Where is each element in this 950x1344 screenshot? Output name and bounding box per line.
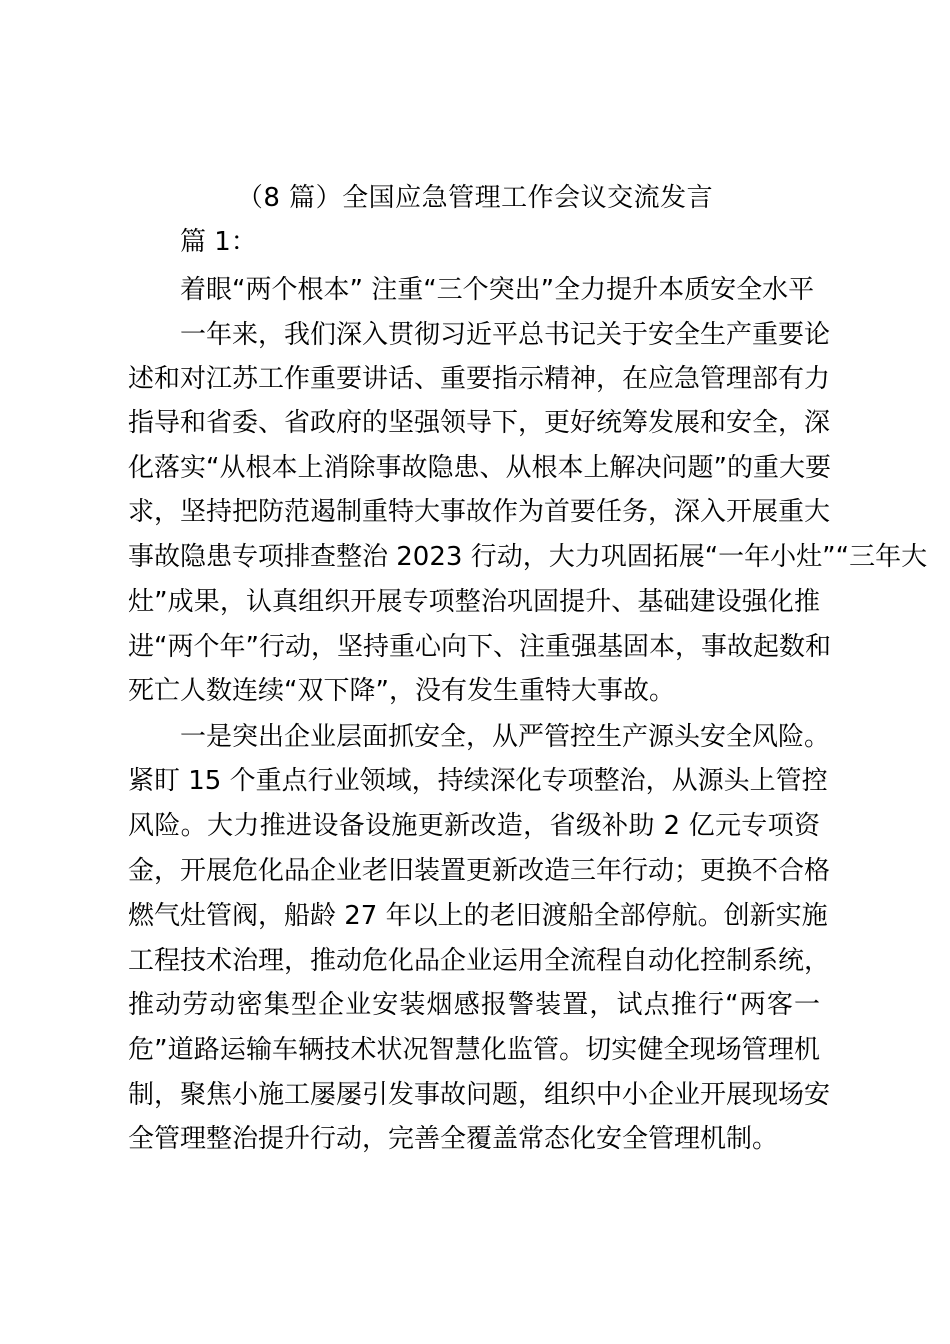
paragraph2-line: 全管理整治提升行动，完善全覆盖常态化安全管理机制。 — [128, 1124, 779, 1154]
paragraph1-line: 灶”成果，认真组织开展专项整治巩固提升、基础建设强化推 — [128, 587, 820, 617]
paragraph1-line: 求，坚持把防范遏制重特大事故作为首要任务，深入开展重大 — [128, 497, 831, 527]
paragraph1-line: 进“两个年”行动，坚持重心向下、注重强基固本，事故起数和 — [128, 632, 831, 662]
document-title: （8 篇）全国应急管理工作会议交流发言 — [236, 183, 714, 213]
paragraph1-line: 述和对江苏工作重要讲话、重要指示精神，在应急管理部有力 — [128, 364, 831, 394]
paragraph2-line: 金，开展危化品企业老旧装置更新改造三年行动；更换不合格 — [128, 856, 831, 886]
paragraph1-line: 事故隐患专项排查整治 2023 行动，大力巩固拓展“一年小灶”“三年大 — [128, 542, 928, 572]
paragraph2-line: 紧盯 15 个重点行业领域，持续深化专项整治，从源头上管控 — [128, 766, 828, 796]
paragraph2-line: 危”道路运输车辆技术状况智慧化监管。切实健全现场管理机 — [128, 1035, 820, 1065]
section-subtitle: 着眼“两个根本” 注重“三个突出”全力提升本质安全水平 — [180, 275, 815, 305]
section-label: 篇 1： — [180, 227, 257, 257]
paragraph2-line: 推动劳动密集型企业安装烟感报警装置，试点推行“两客一 — [128, 990, 820, 1020]
paragraph1-line: 化落实“从根本上消除事故隐患、从根本上解决问题”的重大要 — [128, 453, 831, 483]
paragraph1-line: 指导和省委、省政府的坚强领导下，更好统筹发展和安全，深 — [128, 408, 831, 438]
paragraph1-line: 一年来，我们深入贯彻习近平总书记关于安全生产重要论 — [180, 320, 831, 350]
paragraph2-line: 风险。大力推进设备设施更新改造，省级补助 2 亿元专项资 — [128, 811, 820, 841]
paragraph2-line: 制，聚焦小施工屡屡引发事故问题，组织中小企业开展现场安 — [128, 1080, 831, 1110]
paragraph2-line: 工程技术治理，推动危化品企业运用全流程自动化控制系统， — [128, 946, 831, 976]
paragraph2-line: 一是突出企业层面抓安全，从严管控生产源头安全风险。 — [180, 722, 831, 752]
paragraph2-line: 燃气灶管阀，船龄 27 年以上的老旧渡船全部停航。创新实施 — [128, 901, 828, 931]
paragraph1-line: 死亡人数连续“双下降”，没有发生重特大事故。 — [128, 676, 675, 706]
